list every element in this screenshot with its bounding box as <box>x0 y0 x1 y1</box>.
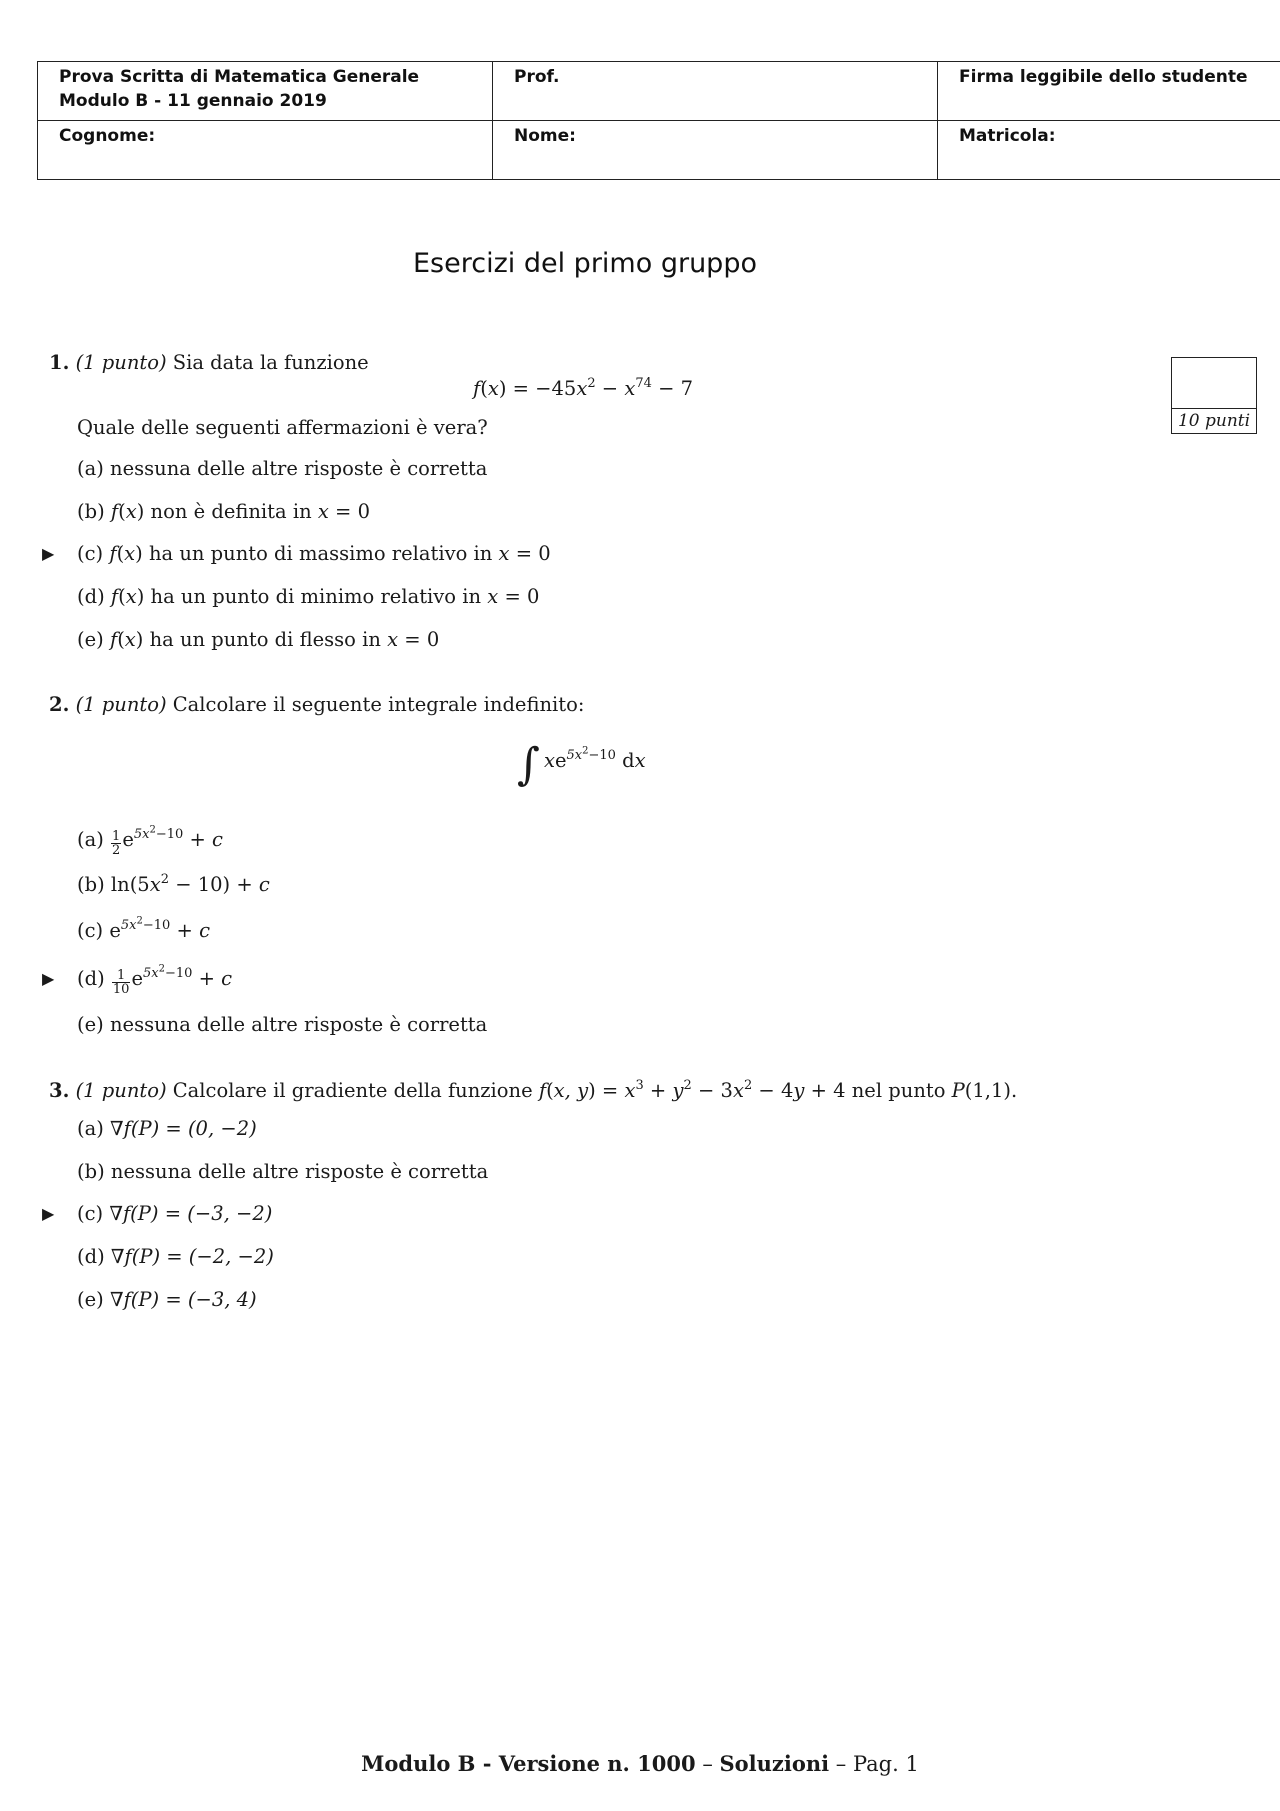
option-letter: (e) <box>77 1288 104 1311</box>
option-letter: (a) <box>77 828 104 851</box>
question-2-option-d[interactable]: (d) $\frac{1}{10}$ $e^{5x^2-10} + c$ <box>77 963 233 997</box>
option-letter: (e) <box>77 628 104 651</box>
question-3-option-b[interactable] <box>77 1159 488 1185</box>
question-1-prompt: Sia data la funzione <box>172 351 369 374</box>
question-3-prompt-mid: nel punto <box>851 1079 946 1102</box>
score-box[interactable] <box>1171 357 1257 434</box>
option-text: ∇f(P) = (−3, −2) <box>109 1202 273 1225</box>
footer-dash: – <box>835 1752 847 1776</box>
option-letter: (a) <box>77 457 104 480</box>
question-1-points: (1 punto) <box>75 351 167 374</box>
question-3-option-a[interactable] <box>77 1116 257 1142</box>
question-2-header <box>49 692 584 718</box>
question-3-option-d[interactable] <box>77 1244 274 1270</box>
option-letter: (d) <box>77 967 105 990</box>
question-2-number: 2. <box>49 693 70 716</box>
option-text: nessuna delle altre risposte è corretta <box>109 1013 488 1036</box>
name-label: Nome: <box>514 126 576 146</box>
exam-title-cell <box>38 62 493 121</box>
option-letter: (b) <box>77 873 105 896</box>
question-1-option-b[interactable]: (b) f(x) non è definita in x = 0 <box>77 500 370 523</box>
integral-sign-icon: ∫ <box>517 739 540 790</box>
question-3-prompt: Calcolare il gradiente della funzione <box>172 1079 533 1102</box>
name-cell[interactable] <box>493 121 938 180</box>
option-text: ha un punto di flesso in <box>149 628 381 651</box>
section-title: Esercizi del primo gruppo <box>413 248 757 279</box>
exam-title-line1: Prova Scritta di Matematica Generale <box>59 67 420 87</box>
surname-cell[interactable] <box>38 121 493 180</box>
student-id-cell[interactable] <box>938 121 1280 180</box>
question-1-prompt2: Quale delle seguenti affermazioni è vera? <box>77 416 488 439</box>
correct-answer-marker-icon: ▶ <box>42 1204 55 1223</box>
option-letter: (b) <box>77 1160 105 1183</box>
question-1-formula: $f(x) = -45x^2 - x^{74} - 7$ <box>473 376 694 400</box>
option-text: ∇f(P) = (−2, −2) <box>110 1245 274 1268</box>
option-letter: (d) <box>77 585 105 608</box>
footer-dash: – <box>702 1752 713 1776</box>
question-3-number: 3. <box>49 1079 70 1102</box>
question-3-option-e[interactable] <box>77 1287 257 1313</box>
question-2-points: (1 punto) <box>75 693 167 716</box>
question-1-option-e[interactable]: (e) f(x) ha un punto di flesso in x = 0 <box>77 628 440 651</box>
question-3-option-c[interactable] <box>77 1201 272 1227</box>
footer-page: Pag. 1 <box>852 1752 919 1776</box>
option-text: ha un punto di minimo relativo in <box>150 585 482 608</box>
option-text: ∇f(P) = (0, −2) <box>110 1117 257 1140</box>
exam-title-line2: Modulo B - 11 gennaio 2019 <box>59 91 327 111</box>
option-letter: (c) <box>77 919 104 942</box>
exam-header-table <box>37 61 1280 180</box>
signature-cell[interactable] <box>938 62 1280 121</box>
option-text: non è definita in <box>150 500 312 523</box>
option-letter: (a) <box>77 1117 104 1140</box>
question-1-option-a[interactable] <box>77 456 487 482</box>
option-letter: (c) <box>77 1202 104 1225</box>
question-1-option-d[interactable]: (d) f(x) ha un punto di minimo relativo in x = 0 <box>77 585 540 608</box>
option-letter: (b) <box>77 500 105 523</box>
question-2-prompt: Calcolare il seguente integrale indefinito: <box>172 693 585 716</box>
signature-label: Firma leggibile dello studente <box>959 67 1248 87</box>
correct-answer-marker-icon: ▶ <box>42 969 55 988</box>
surname-label: Cognome: <box>59 126 156 146</box>
question-1-header <box>49 350 369 376</box>
correct-answer-marker-icon: ▶ <box>42 544 55 563</box>
question-2-option-a[interactable]: (a) $\frac{1}{2}$ $e^{5x^2-10} + c$ <box>77 824 223 858</box>
page-footer <box>0 1750 1280 1778</box>
option-text: nessuna delle altre risposte è corretta <box>110 457 488 480</box>
question-3-points: (1 punto) <box>75 1079 167 1102</box>
question-2-option-e[interactable] <box>77 1012 487 1038</box>
question-3-header: 3. (1 punto) Calcolare il gradiente della funzione f(x, $y) = x^3 + y^2 - 3x^2 - 4y + 4$ nel punto P(1,1). <box>49 1078 1018 1102</box>
option-letter: (e) <box>77 1013 104 1036</box>
option-text: ha un punto di massimo relativo in <box>148 542 493 565</box>
footer-solutions: Soluzioni <box>719 1751 830 1776</box>
prof-label: Prof. <box>514 67 560 87</box>
question-1-option-c[interactable]: (c) f(x) ha un punto di massimo relativo in x = 0 <box>77 542 551 565</box>
score-box-points: 10 punti <box>1177 411 1251 431</box>
student-id-label: Matricola: <box>959 126 1056 146</box>
option-letter: (c) <box>77 542 104 565</box>
question-2-integral: ∫ $xe^{5x^2-10}$ dx <box>517 739 646 790</box>
question-1-number: 1. <box>49 351 70 374</box>
question-2-option-b[interactable]: (b) $\ln(5x^2 - 10) + c$ <box>77 872 270 896</box>
footer-module: Modulo B - Versione n. 1000 <box>361 1751 696 1776</box>
option-text: ∇f(P) = (−3, 4) <box>109 1288 257 1311</box>
question-2-option-c[interactable]: (c) $e^{5x^2-10} + c$ <box>77 915 210 942</box>
option-text: nessuna delle altre risposte è corretta <box>110 1160 489 1183</box>
option-letter: (d) <box>77 1245 105 1268</box>
prof-cell[interactable] <box>493 62 938 121</box>
